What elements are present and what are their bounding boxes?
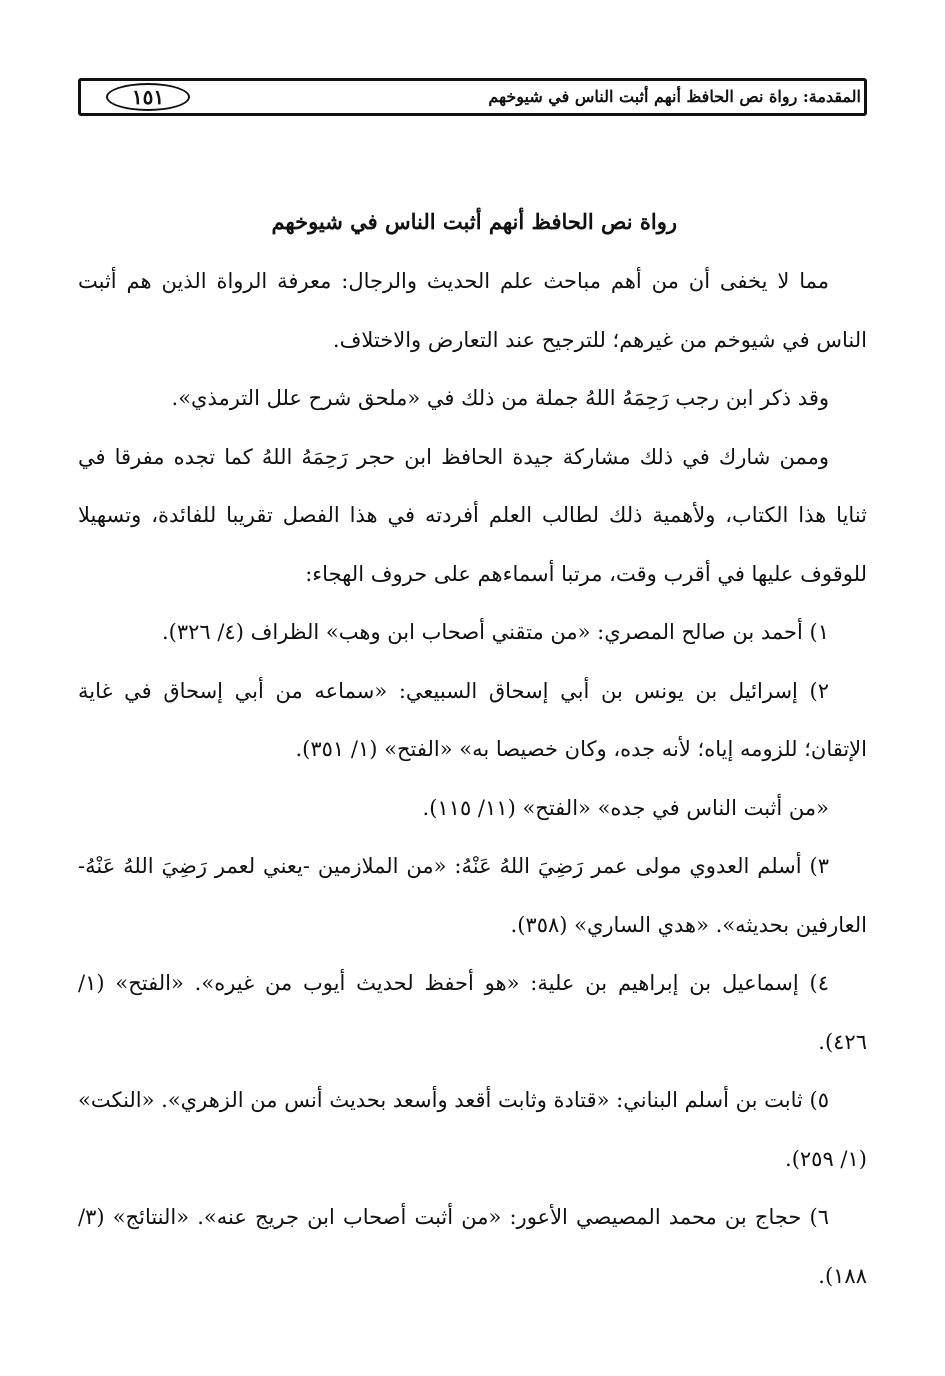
section-title: رواة نص الحافظ أنهم أثبت الناس في شيوخهم [271,209,677,234]
paragraph-ibn-hajar: وممن شارك في ذلك مشاركة جيدة الحافظ ابن حجر رَحِمَهُ اللهُ كما تجده مفرقا في ثنايا هذا الكتاب، ولأهمية ذلك لطالب العلم أفردته في هذا الفصل تقريبا للفائدة، وتسهيلا للوقوف عليها في أقرب وقت، مرتبا أسماءهم على حروف الهجاء: [78,444,867,586]
running-head-title: المقدمة: رواة نص الحافظ أنهم أثبت الناس في شيوخهم [488,87,861,106]
page-number: ١٥١ [106,83,190,111]
list-item-3: ٣) أسلم العدوي مولى عمر رَضِيَ اللهُ عَنْهُ: «من الملازمين -يعني لعمر رَضِيَ اللهُ عَنْهُ- العارفين بحديثه». «هدي الساري» (٣٥٨). [78,854,867,937]
list-item-6: ٦) حجاج بن محمد المصيصي الأعور: «من أثبت أصحاب ابن جريج عنه». «النتائج» (٣/ ١٨٨). [78,1205,867,1288]
list-item-4: ٤) إسماعيل بن إبراهيم بن علية: «هو أحفظ لحديث أيوب من غيره». «الفتح» (١/ ٤٢٦). [78,971,867,1054]
body-text [78,252,867,1305]
list-item-1: ١) أحمد بن صالح المصري: «من متقني أصحاب ابن وهب» الظراف (٤/ ٣٢٦). [161,620,829,644]
list-item-2: ٢) إسرائيل بن يونس بن أبي إسحاق السبيعي: «سماعه من أبي إسحاق في غاية الإتقان؛ للزومه إياه؛ لأنه جده، وكان خصيصا به» «الفتح» (١/ ٣٥١). [78,678,867,761]
list-item-5: ٥) ثابت بن أسلم البناني: «قتادة وثابت أقعد وأسعد بحديث أنس من الزهري». «النكت» (١/ ٢٥٩). [78,1088,867,1171]
paragraph-ibn-rajab: وقد ذكر ابن رجب رَحِمَهُ اللهُ جملة من ذلك في «ملحق شرح علل الترمذي». [171,386,829,410]
paragraph-intro: مما لا يخفى أن من أهم مباحث علم الحديث والرجال: معرفة الرواة الذين هم أثبت الناس في شيوخم من غيرهم؛ للترجيح عند التعارض والاختلاف. [78,269,867,352]
list-item-2-continuation: «من أثبت الناس في جده» «الفتح» (١١/ ١١٥). [422,795,829,820]
